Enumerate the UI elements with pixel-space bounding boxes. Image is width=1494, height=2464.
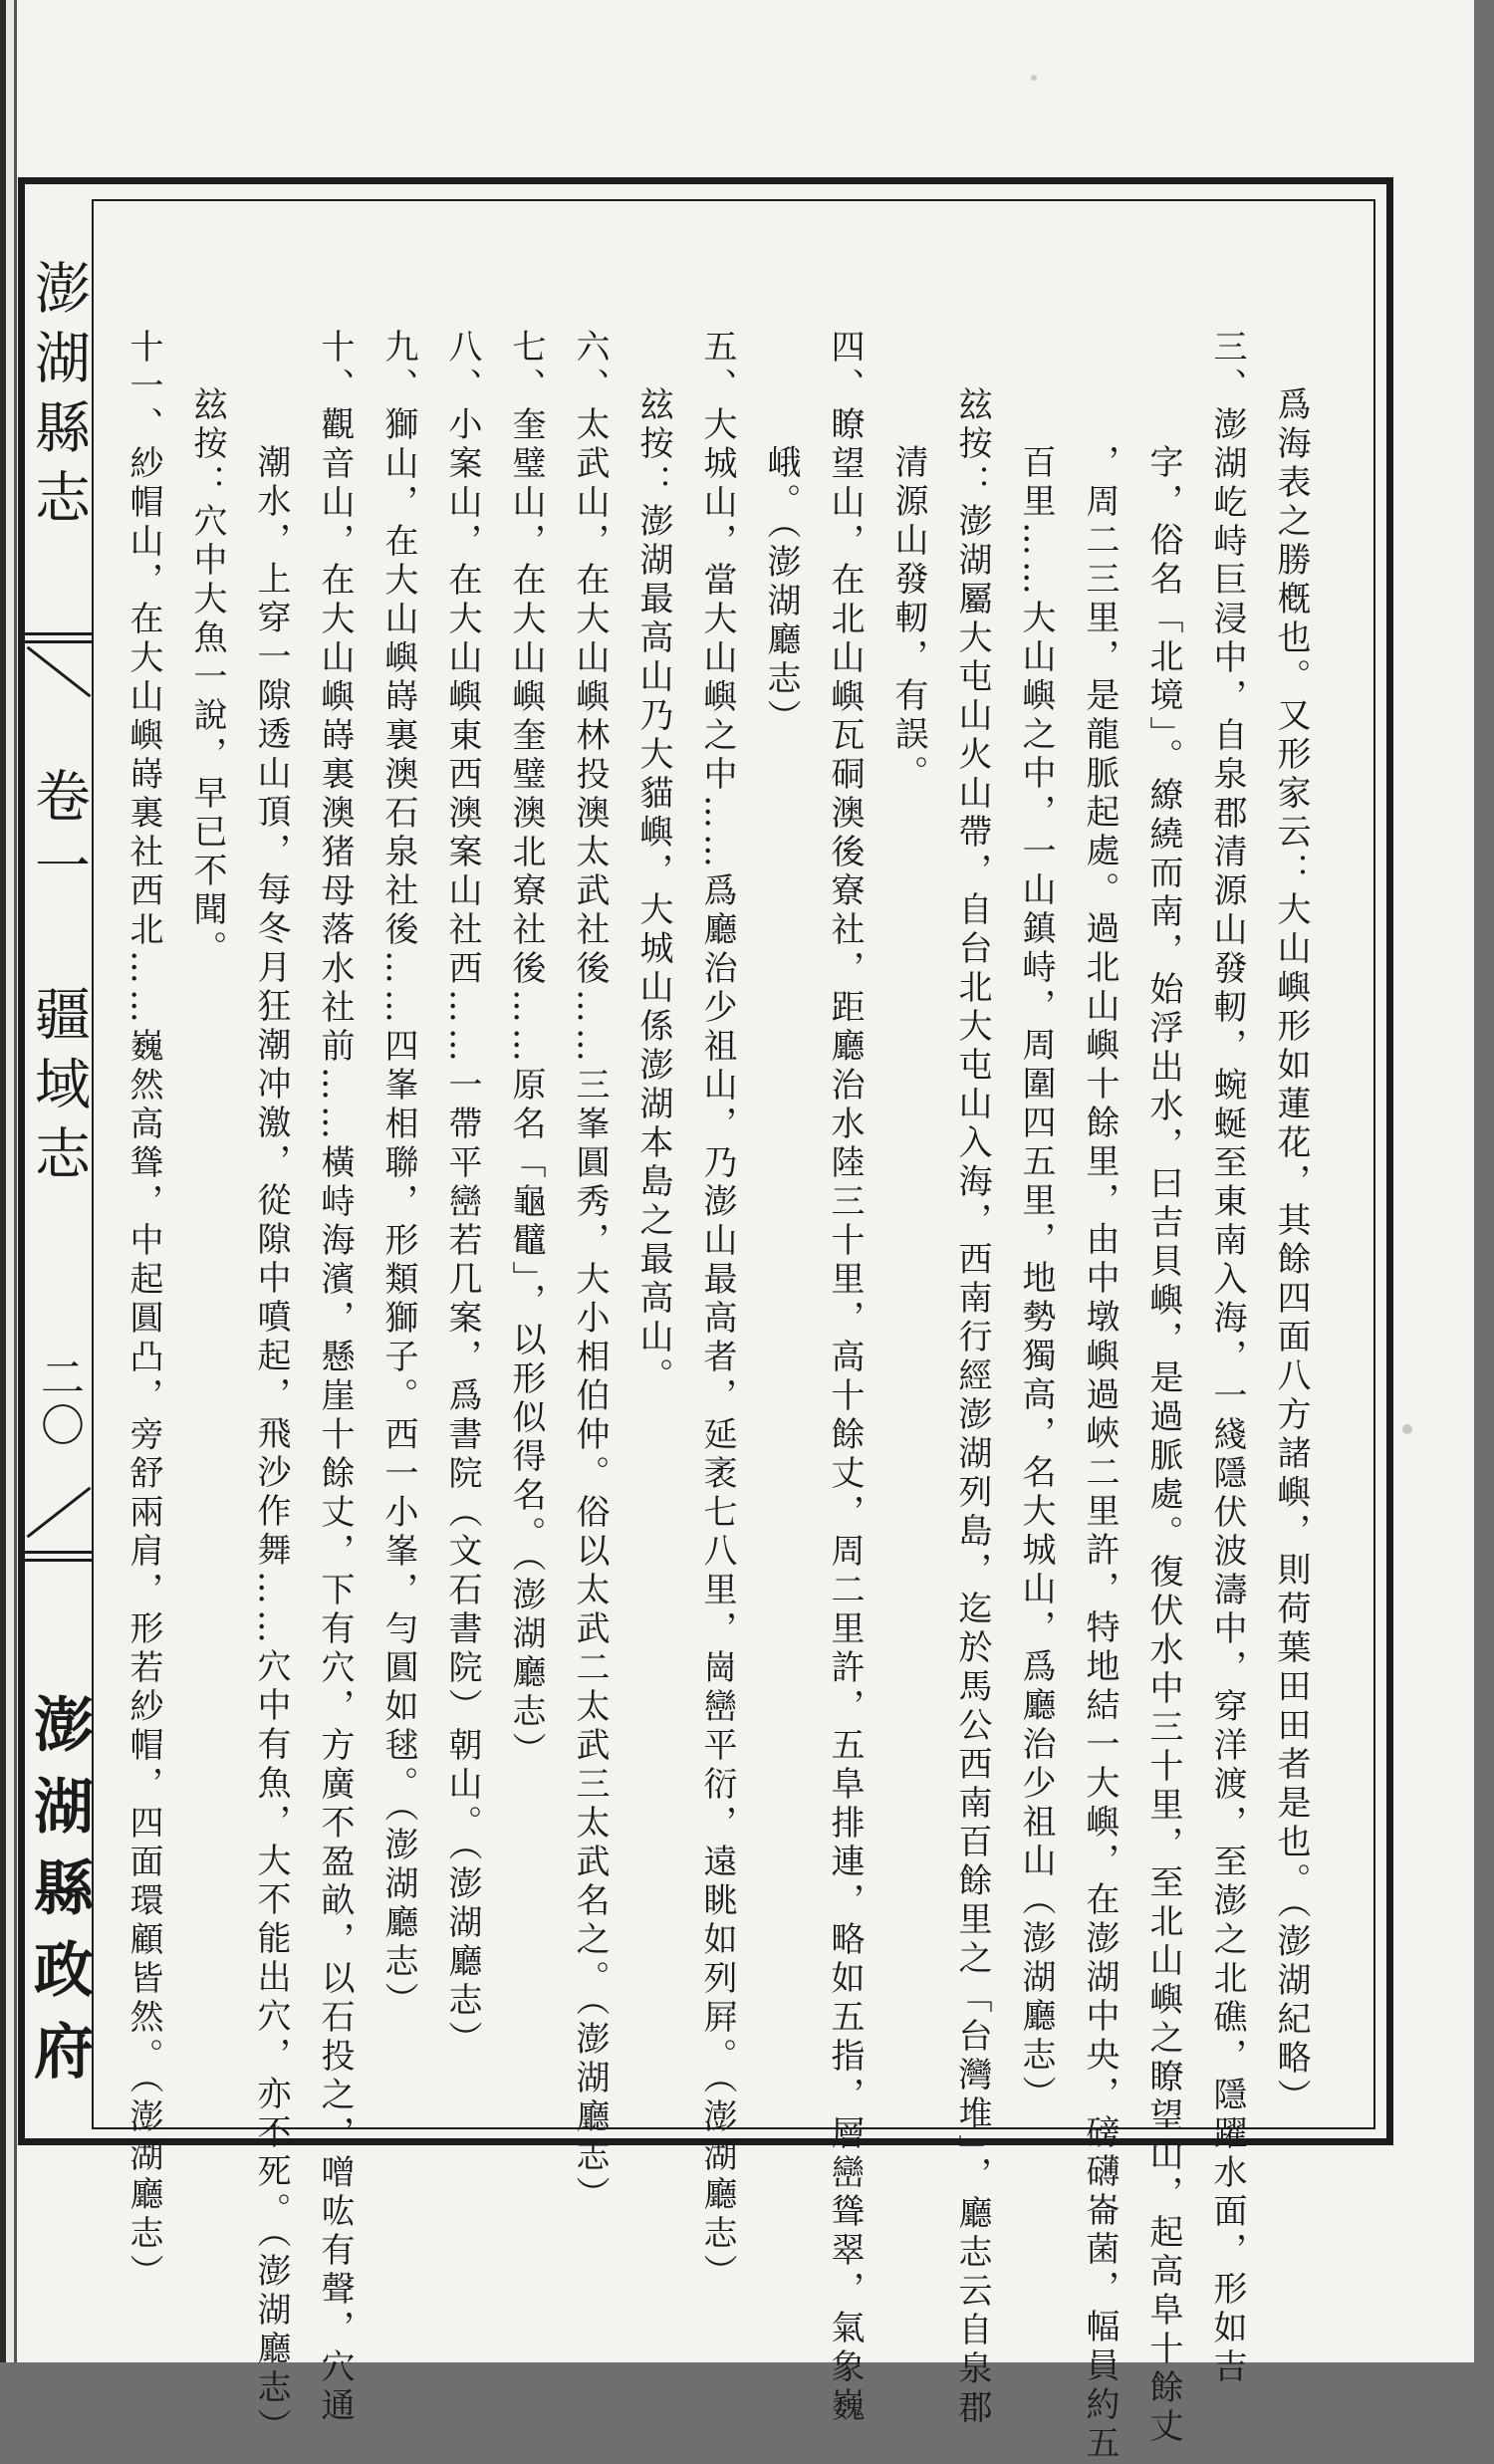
band-fishtail-mark [27, 1487, 92, 1539]
text-column: 九、獅山，在大山嶼嵵裏澳石泉社後……四峯相聯，形類獅子。西一小峯，勻圓如毬。（澎湖廳志） [378, 329, 418, 2021]
text-column: 六、太武山，在大山嶼林投澳太武社後……三峯圓秀，大小相伯仲。俗以太武二太武三太武名之。（澎湖廳志） [570, 329, 610, 2215]
publisher-name: 澎湖縣政府 [24, 1693, 94, 2101]
text-column: 玆按：澎湖最高山乃大貓嶼，大城山係澎湖本島之最高山。 [633, 386, 673, 1396]
paper-speck [1031, 75, 1037, 81]
band-divider [25, 640, 92, 643]
band-divider [25, 1559, 92, 1562]
text-column: 字，俗名「北境」。繚繞而南，始浮出水，曰吉貝嶼，是過脈處。復伏水中三十里，至北山嶼之瞭望山，起高阜十餘丈 [1143, 444, 1183, 2447]
text-column: 十、觀音山，在大山嶼嵵裏澳猪母落水社前……橫峙海濱，懸崖十餘丈，下有穴，方廣不盈畝，以石投之，噌吰有聲，穴通 [315, 329, 355, 2426]
text-column: 七、奎璧山，在大山嶼奎璧澳北寮社後……原名「龜鼊」，以形似得名。（澎湖廳志） [506, 329, 546, 1771]
body-text [124, 329, 1315, 2464]
text-column: 峨。（澎湖廳志） [761, 444, 801, 738]
text-column: 爲海表之勝槪也。又形家云：大山嶼形如蓮花，其餘四面八方諸嶼，則荷葉田田者是也。（澎湖紀略） [1271, 386, 1311, 2117]
text-column: 玆按：穴中大魚一說，早已不聞。 [187, 386, 227, 969]
band-divider [25, 632, 92, 635]
text-column: 五、大城山，當大山嶼之中……爲廳治少祖山，乃澎山最高者，延袤七八里，崗巒平衍，遠眺如列屛。（澎湖廳志） [697, 329, 737, 2293]
text-column: 玆按：澎湖屬大屯山火山帶，自台北大屯山入海，西南行經澎湖列島，迄於馬公西南百餘里之「台灣堆」，廳志云自泉郡 [952, 386, 992, 2428]
band-fishtail-mark [27, 646, 92, 698]
page-number: 二〇 [33, 1355, 84, 1450]
text-column: 三、澎湖屹峙巨浸中，自泉郡清源山發軔，蜿蜒至東南入海，一綫隱伏波濤中，穿洋渡，至澎之北礁，隱躍水面，形如吉 [1207, 329, 1247, 2387]
text-column: 八、小案山，在大山嶼東西澳案山社西……一帶平巒若几案，爲書院（文石書院）朝山。（澎湖廳志） [442, 329, 482, 2060]
text-column: 百里……大山嶼之中，一山鎮峙，周圍四五里，地勢獨高，名大城山，爲廳治少祖山（澎湖廳志） [1016, 444, 1056, 2114]
book-title: 澎湖縣志 [26, 259, 91, 538]
side-band [25, 184, 92, 2138]
text-column: ，周二三里，是龍脈起處。過北山嶼十餘里，由中墩嶼過峽二里許，特地結一大嶼，在澎湖中央，磅礴崙菌，幅員約五 [1080, 444, 1120, 2464]
text-column: 清源山發軔，有誤。 [888, 444, 928, 794]
chapter-heading: 卷一 疆域志 [26, 767, 91, 1194]
paper-speck [1402, 1424, 1412, 1434]
text-column: 四、瞭望山，在北山嶼瓦硐澳後寮社，距廳治水陸三十里，高十餘丈，周二里許，五阜排連，略如五指，層巒聳翠，氣象巍 [825, 329, 865, 2426]
text-column: 潮水，上穿一隙透山頂，每冬月狂潮冲激，從隙中噴起，飛沙作舞……穴中有魚，大不能出穴，亦不死。（澎湖廳志） [251, 444, 291, 2447]
text-column: 十一、紗帽山，在大山嶼嵵裏社西北……巍然高聳，中起圓凸，旁舒兩肩，形若紗帽，四面環顧皆然。（澎湖廳志） [124, 329, 163, 2293]
band-divider [25, 1551, 92, 1554]
